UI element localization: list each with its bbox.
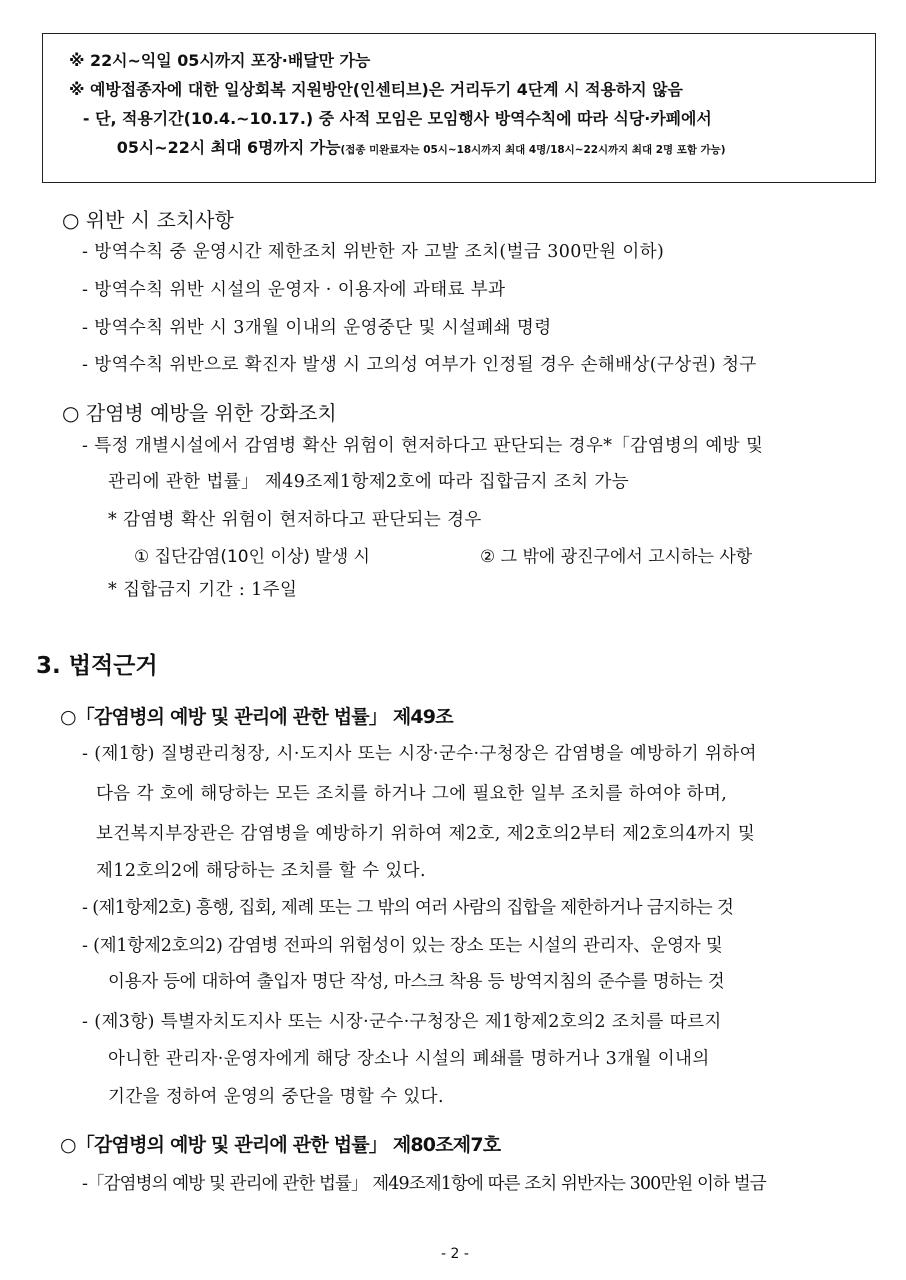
strengthen-heading: ○ 감염병 예방을 위한 강화조치 [62, 401, 337, 425]
page-number: - 2 - [441, 1246, 469, 1262]
notice-line-2: ※ 예방접종자에 대한 일상회복 지원방안(인센티브)은 거리두기 4단계 시 적용하지 않음 [69, 80, 683, 99]
law49-p1-line1: - (제1항) 질병관리청장, 시·도지사 또는 시장·군수·구청장은 감염병을 예방하기 위하여 [82, 744, 757, 764]
section-3-title: 3. 법적근거 [36, 653, 158, 679]
violation-heading: ○ 위반 시 조치사항 [62, 208, 234, 232]
strengthen-note-1: * 감염병 확산 위험이 현저하다고 판단되는 경우 [108, 510, 482, 530]
strengthen-note-1a: ① 집단감염(10인 이상) 발생 시 [134, 547, 370, 567]
law49-p4-line2: 아니한 관리자·운영자에게 해당 장소나 시설의 폐쇄를 명하거나 3개월 이내의 [108, 1049, 710, 1069]
strengthen-line-2: 관리에 관한 법률」 제49조제1항제2호에 따라 집합금지 조치 가능 [108, 472, 630, 492]
law49-p2: - (제1항제2호) 흥행, 집회, 제례 또는 그 밖의 여러 사람의 집합을 제한하거나 금지하는 것 [82, 898, 734, 918]
strengthen-note-1b: ② 그 밖에 광진구에서 고시하는 사항 [480, 547, 753, 567]
violation-item-1: - 방역수칙 중 운영시간 제한조치 위반한 자 고발 조치(벌금 300만원 이하) [82, 242, 665, 262]
notice-line-1: ※ 22시~익일 05시까지 포장·배달만 가능 [69, 51, 371, 70]
strengthen-line-1: - 특정 개별시설에서 감염병 확산 위험이 현저하다고 판단되는 경우*「감염병의 예방 및 [82, 436, 764, 456]
violation-item-4: - 방역수칙 위반으로 확진자 발생 시 고의성 여부가 인정될 경우 손해배상(구상권) 청구 [82, 355, 757, 375]
strengthen-note-2: * 집합금지 기간 : 1주일 [108, 580, 298, 600]
law49-p1-line3: 보건복지부장관은 감염병을 예방하기 위하여 제2호, 제2호의2부터 제2호의4까지 및 [96, 824, 756, 844]
notice-line-4-small: (접종 미완료자는 05시~18시까지 최대 4명/18시~22시까지 최대 2명 포함 가능) [340, 144, 726, 156]
violation-item-3: - 방역수칙 위반 시 3개월 이내의 운영중단 및 시설폐쇄 명령 [82, 318, 552, 338]
notice-line-4-main: 05시~22시 최대 6명까지 가능 [116, 138, 341, 157]
law49-p1-line4: 제12호의2에 해당하는 조치를 할 수 있다. [96, 861, 426, 881]
law49-p3-line1: - (제1항제2호의2) 감염병 전파의 위험성이 있는 장소 또는 시설의 관리자、운영자 및 [82, 936, 723, 956]
notice-box [42, 33, 876, 183]
notice-line-3: - 단, 적용기간(10.4.~10.17.) 중 사적 모임은 모임행사 방역수칙에 따라 식당·카페에서 [82, 109, 712, 128]
law49-p4-line3: 기간을 정하여 운영의 중단을 명할 수 있다. [108, 1087, 444, 1107]
violation-item-2: - 방역수칙 위반 시설의 운영자 · 이용자에 과태료 부과 [82, 280, 506, 300]
law49-heading: ○「감염병의 예방 및 관리에 관한 법률」 제49조 [60, 706, 453, 728]
law49-p1-line2: 다음 각 호에 해당하는 모든 조치를 하거나 그에 필요한 일부 조치를 하여야 하며, [96, 784, 728, 804]
law49-p3-line2: 이용자 등에 대하여 출입자 명단 작성, 마스크 착용 등 방역지침의 준수를 명하는 것 [108, 972, 725, 992]
law80-p1: -「감염병의 예방 및 관리에 관한 법률」 제49조제1항에 따른 조치 위반자는 300만원 이하 벌금 [82, 1174, 766, 1194]
notice-line-4 [69, 133, 871, 165]
law80-heading: ○「감염병의 예방 및 관리에 관한 법률」 제80조제7호 [60, 1134, 501, 1156]
law49-p4-line1: - (제3항) 특별자치도지사 또는 시장·군수·구청장은 제1항제2호의2 조치를 따르지 [82, 1012, 722, 1032]
